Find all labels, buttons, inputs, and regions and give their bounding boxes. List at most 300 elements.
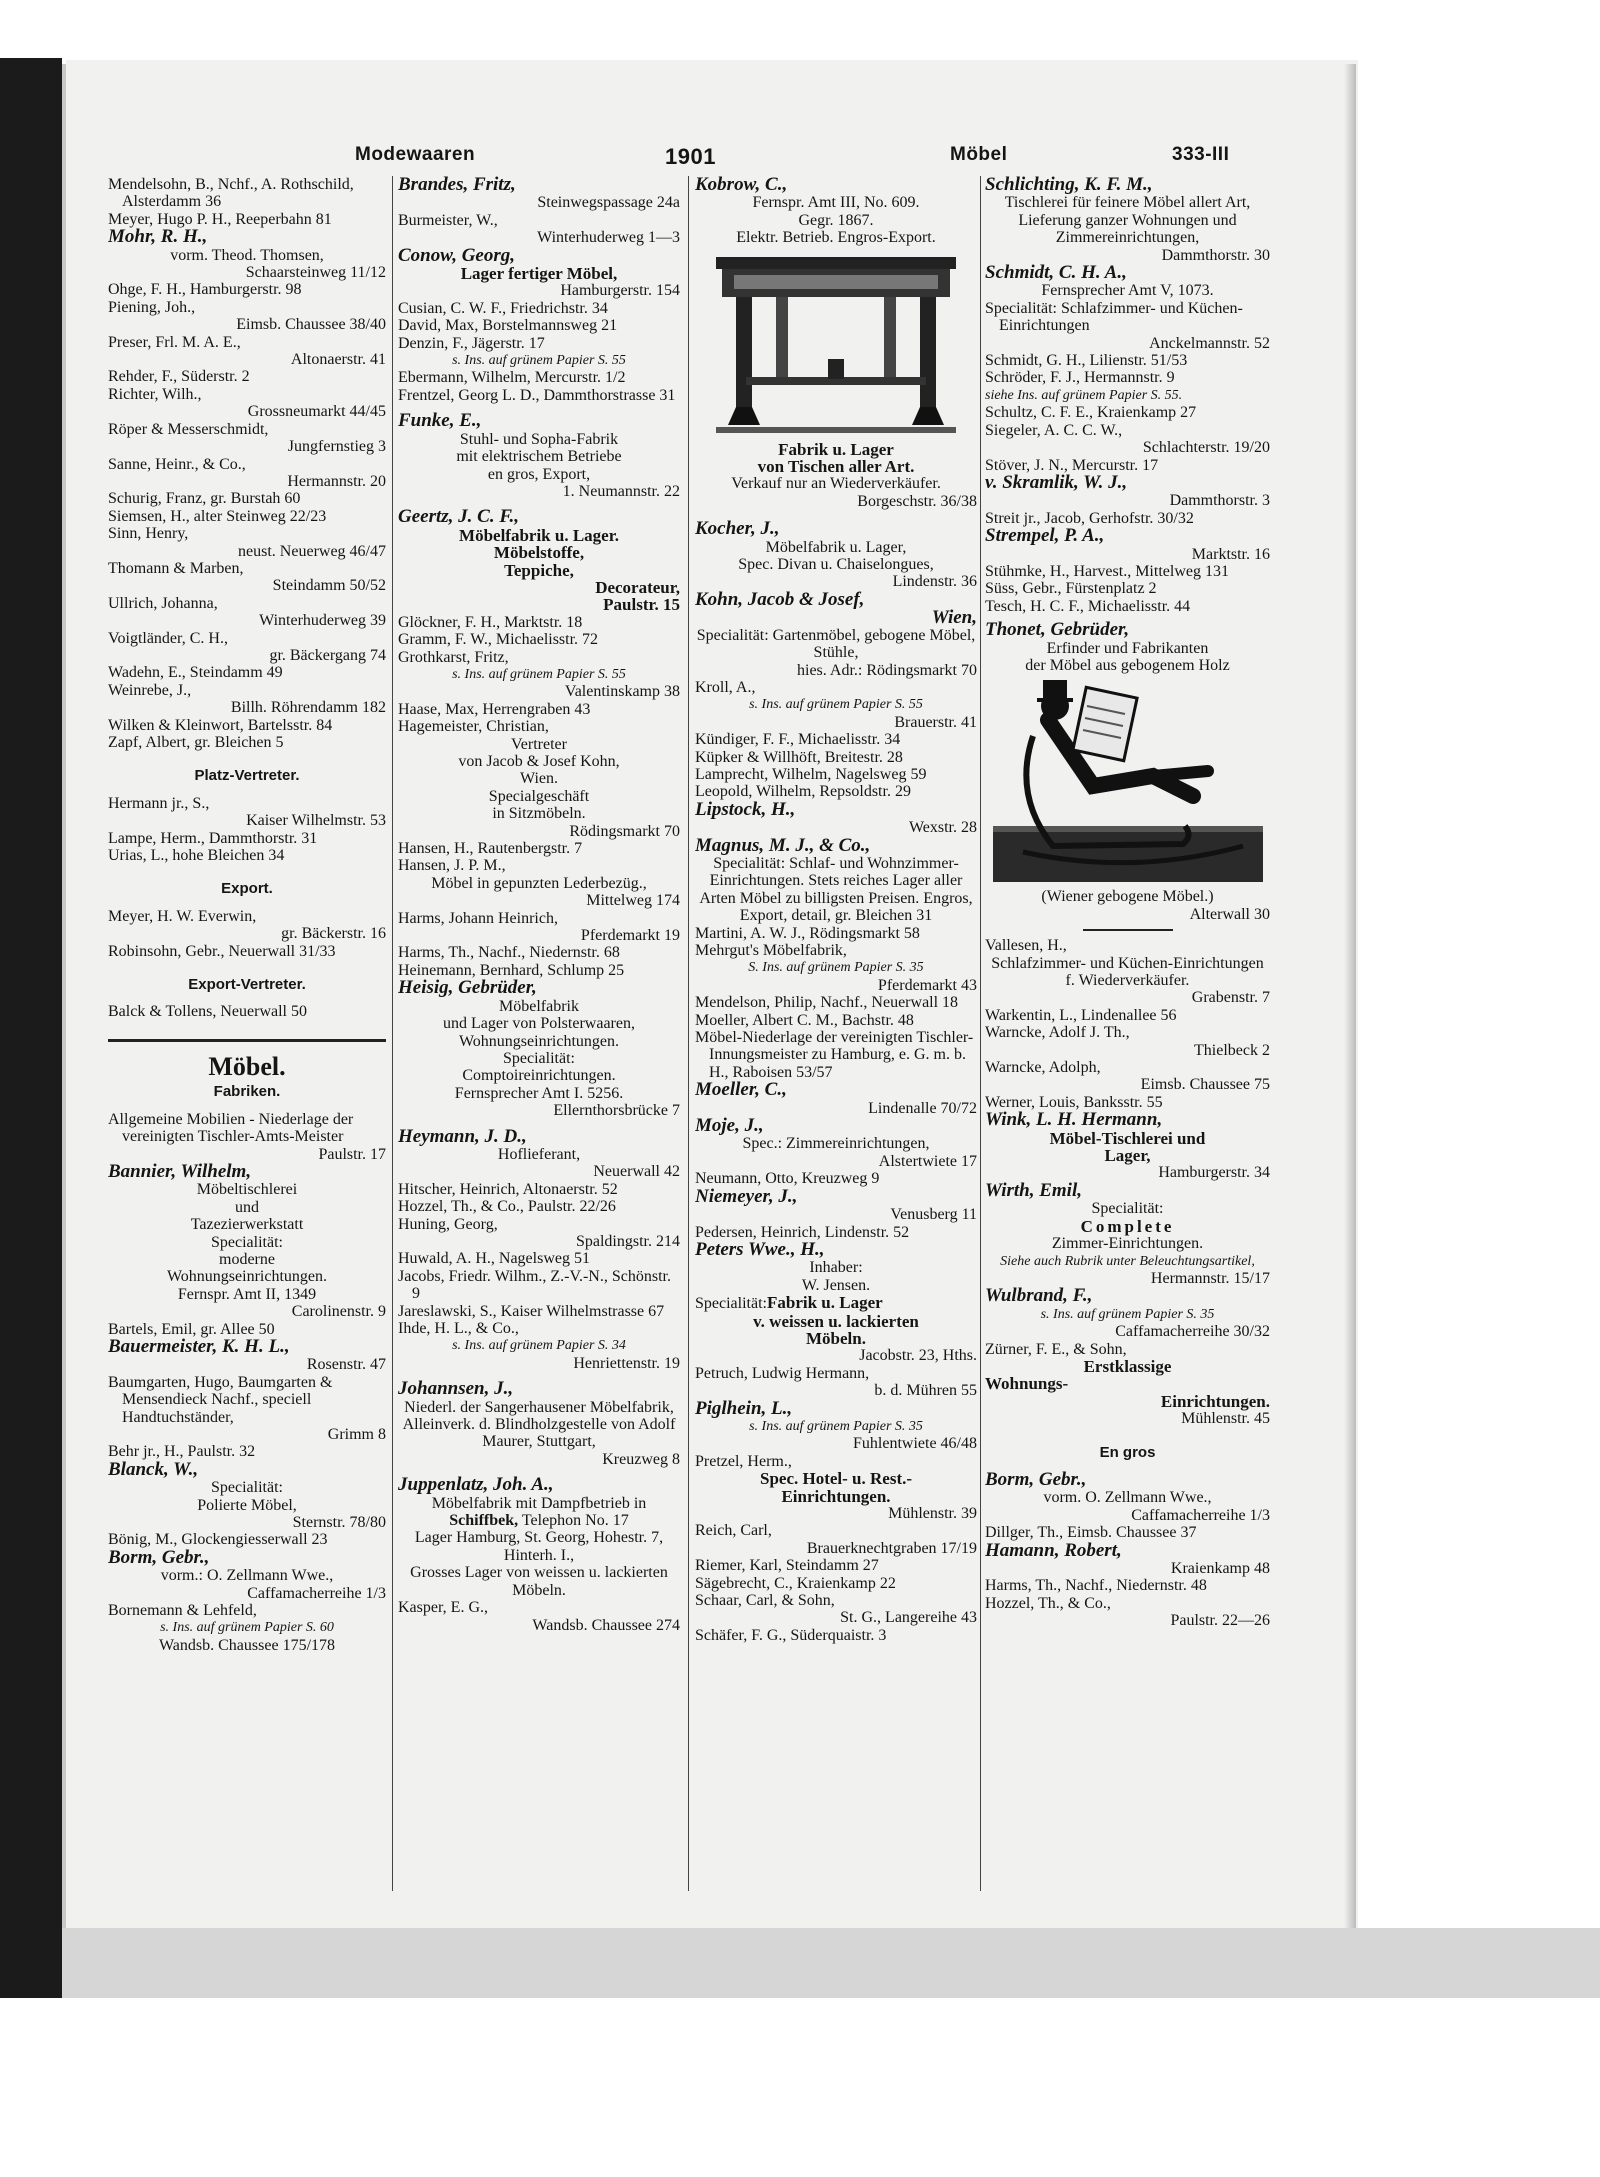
- list-item: [398, 176, 680, 194]
- entry-name: Schlichting, K. F. M.,: [985, 176, 1153, 195]
- entry-name: Kohn, Jacob & Josef,: [695, 588, 865, 610]
- entry-address: gr. Bäckergang 74: [269, 646, 386, 664]
- list-item: [108, 1458, 386, 1480]
- header-year: 1901: [665, 144, 716, 169]
- entry-name: Wulbrand, F.,: [985, 1285, 1093, 1307]
- list-item: Sägebrecht, C., Kraienkamp 22: [695, 1574, 896, 1592]
- insert-note: S. Ins. auf grünem Papier S. 35: [748, 960, 924, 976]
- list-item: [985, 527, 1270, 545]
- list-item: Dillger, Th., Eimsb. Chaussee 37: [985, 1524, 1197, 1542]
- list-item: Rehder, F., Süderstr. 2: [108, 368, 250, 386]
- entry-detail: und: [235, 1198, 259, 1216]
- entry-name: Funke, E.,: [398, 410, 482, 432]
- entry-detail: Polierte Möbel,: [197, 1496, 297, 1514]
- list-item: Balck & Tollens, Neuerwall 50: [108, 1003, 307, 1021]
- entry-detail: Möbelfabrik: [499, 997, 579, 1015]
- list-item: Hozzel, Th., & Co.,: [985, 1594, 1111, 1612]
- entry-detail: v. weissen u. lackierten: [753, 1311, 919, 1331]
- list-item: Pretzel, Herm.,: [695, 1452, 792, 1470]
- entry-detail-label: Specialität:: [695, 1295, 767, 1313]
- entry-detail: vorm. O. Zellmann Wwe.,: [1043, 1489, 1212, 1507]
- column-1: [108, 176, 386, 1891]
- list-item: [695, 1185, 977, 1207]
- list-item: Gramm, F. W., Michaelisstr. 72: [398, 631, 599, 649]
- entry-name: Johannsen, J.,: [398, 1378, 514, 1400]
- entry-detail: Vertreter: [511, 735, 567, 753]
- list-item: [108, 1335, 386, 1357]
- entry-name: Conow, Georg,: [398, 244, 516, 266]
- entry-name: Thonet, Gebrüder,: [985, 619, 1130, 641]
- entry-address: Lindenstr. 36: [892, 573, 977, 591]
- entry-name: Wink, L. H. Hermann,: [985, 1109, 1163, 1131]
- entry-detail: Specialgeschäft: [488, 787, 590, 805]
- rocking-chair-illustration: [993, 676, 1263, 886]
- category-title: Möbel.: [208, 1051, 286, 1081]
- list-item: Baumgarten, Hugo, Baumgarten & Mensendieck Nachf., speciell Handtuchständer,: [108, 1373, 333, 1426]
- list-item: Kündiger, F. F., Michaelisstr. 34: [695, 731, 901, 749]
- entry-address: b. d. Mühren 55: [874, 1382, 977, 1400]
- entry-address: Lindenalle 70/72: [868, 1099, 977, 1117]
- entry-detail: Siehe auch Rubrik unter Beleuchtungsartikel,: [1000, 1253, 1255, 1269]
- entry-divider: [1083, 929, 1173, 931]
- entry-address: Schaarsteinweg 11/12: [245, 264, 386, 282]
- insert-note: s. Ins. auf grünem Papier S. 55: [749, 697, 923, 713]
- entry-detail-text: Möbelfabrik mit Dampfbetrieb in: [431, 1494, 647, 1512]
- entry-location: Schiffbek,: [449, 1512, 519, 1530]
- entry-detail: Spec.: Zimmereinrichtungen,: [742, 1135, 930, 1153]
- insert-note: s. Ins. auf grünem Papier S. 35: [1040, 1306, 1215, 1322]
- entry-address: Winterhuderweg 1—3: [537, 229, 680, 247]
- entry-name: Bauermeister, K. H. L.,: [108, 1335, 290, 1357]
- list-item: Ihde, H. L., & Co.,: [398, 1320, 519, 1337]
- list-item: Lampe, Herm., Dammthorstr. 31: [108, 829, 318, 847]
- entry-detail: [398, 1495, 680, 1530]
- list-item: [398, 1125, 680, 1147]
- entry-detail: Specialität: Schlaf- und Wohnzimmer-Einrichtungen. Stets reiches Lager aller Arten Möbel zu billigsten Preisen. Engros, Export, detail, gr. Bleichen 31: [699, 854, 973, 925]
- list-item: Warncke, Adolph,: [985, 1059, 1101, 1077]
- list-item: [695, 176, 977, 194]
- entry-detail: Wohnungseinrichtungen.: [458, 1032, 619, 1050]
- entry-address: Grabenstr. 7: [1191, 989, 1270, 1007]
- list-item: Werner, Louis, Banksstr. 55: [985, 1093, 1163, 1111]
- entry-address: gr. Bäckerstr. 16: [281, 925, 386, 943]
- section-heading: En gros: [1099, 1443, 1156, 1461]
- entry-detail: und Lager von Polsterwaaren,: [443, 1015, 635, 1033]
- list-item: Hagemeister, Christian,: [398, 718, 549, 736]
- entry-address: Mühlenstr. 39: [888, 1505, 977, 1522]
- entry-detail: Fernsprecher Amt V, 1073.: [1041, 282, 1214, 300]
- list-item: Mehrgut's Möbelfabrik,: [695, 942, 847, 959]
- insert-note: siehe Ins. auf grünem Papier S. 55.: [985, 387, 1183, 403]
- list-item: [985, 1539, 1270, 1561]
- entry-detail: Specialität: Schlafzimmer- und Küchen-Einrichtungen: [985, 299, 1243, 335]
- column-4: [985, 176, 1270, 1891]
- list-item: Süss, Gebr., Fürstenplatz 2: [985, 580, 1157, 598]
- entry-address: Schlachterstr. 19/20: [1142, 439, 1270, 457]
- entry-detail: [695, 1294, 977, 1312]
- list-item: Warkentin, L., Lindenallee 56: [985, 1006, 1177, 1024]
- entry-address: Neuerwall 42: [593, 1163, 680, 1181]
- entry-address: neust. Neuerweg 46/47: [238, 542, 386, 560]
- list-item: Huwald, A. H., Nagelsweg 51: [398, 1250, 590, 1268]
- list-item: Ebermann, Wilhelm, Mercurstr. 1/2: [398, 369, 626, 387]
- entry-detail: vorm.: O. Zellmann Wwe.,: [160, 1567, 334, 1585]
- entry-detail: Einrichtungen.: [781, 1486, 891, 1506]
- entry-address: Grimm 8: [327, 1426, 386, 1443]
- entry-detail: Möbelstoffe,: [493, 543, 585, 563]
- list-item: Bartels, Emil, gr. Allee 50: [108, 1320, 275, 1338]
- list-item: Denzin, F., Jägerstr. 17: [398, 334, 545, 352]
- list-item: Weinrebe, J.,: [108, 681, 192, 699]
- list-item: Meyer, H. W. Everwin,: [108, 907, 257, 925]
- entry-detail: Tischlerei für feinere Möbel allert Art, Lieferung ganzer Wohnungen und Zimmereinrichtungen,: [1004, 194, 1251, 247]
- list-item: [985, 1179, 1270, 1201]
- entry-detail: Wohnungseinrichtungen.: [166, 1268, 327, 1286]
- entry-detail: Möbel-Tischlerei und: [1049, 1128, 1206, 1148]
- list-item: Siemsen, H., alter Steinweg 22/23: [108, 507, 327, 525]
- entry-address: Winterhuderweg 39: [259, 612, 386, 630]
- entry-detail: Zimmer-Einrichtungen.: [1051, 1235, 1204, 1253]
- entry-name: Lipstock, H.,: [695, 798, 796, 820]
- list-item: [695, 834, 977, 856]
- list-item: Pedersen, Heinrich, Lindenstr. 52: [695, 1223, 910, 1241]
- entry-name: Brandes, Fritz,: [398, 176, 516, 195]
- list-item: Ohge, F. H., Hamburgerstr. 98: [108, 281, 302, 299]
- list-item: Zürner, F. E., & Sohn,: [985, 1340, 1127, 1358]
- entry-address: Pferdemarkt 43: [877, 976, 977, 994]
- list-item: [398, 1476, 680, 1494]
- list-item: Meyer, Hugo P. H., Reeperbahn 81: [108, 210, 332, 228]
- entry-detail: Specialität: Gartenmöbel, gebogene Möbel, Stühle,: [696, 626, 976, 662]
- entry-address: Hamburgerstr. 154: [560, 282, 680, 300]
- entry-name: Geertz, J. C. F.,: [398, 506, 520, 528]
- entry-address: Paulstr. 22—26: [1170, 1612, 1270, 1630]
- list-item: Haase, Max, Herrengraben 43: [398, 700, 591, 718]
- list-item: Neumann, Otto, Kreuzweg 9: [695, 1170, 880, 1188]
- entry-address: Wexstr. 28: [908, 819, 977, 837]
- list-item: [398, 1380, 680, 1398]
- list-item: [985, 1287, 1270, 1305]
- entry-detail: Erstklassige: [1083, 1356, 1172, 1376]
- entry-detail: Wohnungs-: [985, 1374, 1069, 1394]
- entry-detail: Erfinder und Fabrikanten: [1046, 639, 1209, 657]
- list-item: [695, 1397, 977, 1419]
- list-item: [695, 798, 977, 820]
- list-item: Stühmke, H., Harvest., Mittelweg 131: [985, 562, 1229, 580]
- entry-address: Steindamm 50/52: [272, 577, 386, 595]
- entry-detail: Schlafzimmer- und Küchen-Einrichtungen f. Wiederverkäufer.: [991, 954, 1264, 989]
- entry-name: Kobrow, C.,: [695, 176, 788, 195]
- entry-name: Blanck, W.,: [108, 1458, 199, 1480]
- entry-address: Alstertwiete 17: [878, 1152, 977, 1170]
- list-item: Ullrich, Johanna,: [108, 594, 218, 612]
- entry-address: Brauerstr. 41: [894, 713, 977, 731]
- entry-detail: Grosses Lager von weissen u. lackierten Möbeln.: [410, 1564, 668, 1599]
- list-item: Martini, A. W. J., Rödingsmarkt 58: [695, 924, 920, 942]
- entry-detail: Specialität:: [1091, 1200, 1164, 1218]
- section-heading: Export.: [221, 880, 273, 898]
- entry-detail: Specialität:: [211, 1233, 283, 1251]
- entry-address: Billh. Röhrendamm 182: [230, 699, 386, 717]
- entry-detail: Möbeln.: [806, 1328, 866, 1348]
- list-item: Huning, Georg,: [398, 1215, 498, 1233]
- entry-detail: Fernspr. Amt II, 1349: [177, 1285, 317, 1303]
- entry-detail: der Möbel aus gebogenem Holz: [1025, 656, 1230, 674]
- entry-address: Steinwegspassage 24a: [537, 194, 680, 212]
- entry-address: Rosenstr. 47: [306, 1356, 386, 1374]
- header-section: Möbel: [950, 144, 1008, 165]
- entry-name: Moje, J.,: [695, 1115, 764, 1137]
- list-item: Voigtländer, C. H.,: [108, 629, 228, 647]
- entry-name: Kocher, J.,: [695, 518, 780, 540]
- entry-detail: Fabrik u. Lager: [778, 439, 894, 459]
- list-item: Robinsohn, Gebr., Neuerwall 31/33: [108, 942, 336, 960]
- list-item: [985, 621, 1270, 639]
- list-item: Sinn, Henry,: [108, 525, 189, 543]
- list-item: Harms, Th., Nachf., Niedernstr. 48: [985, 1577, 1207, 1595]
- entry-address: Pferdemarkt 19: [580, 927, 680, 945]
- entry-address: Altonaerstr. 41: [290, 351, 386, 369]
- entry-address: Ellernthorsbrücke 7: [553, 1102, 680, 1120]
- entry-detail: Comptoireinrichtungen.: [462, 1067, 616, 1085]
- entry-detail: Fernspr. Amt III, No. 609.: [752, 194, 920, 212]
- entry-detail: Hoflieferant,: [497, 1145, 581, 1163]
- list-item: Hitscher, Heinrich, Altonaerstr. 52: [398, 1180, 618, 1198]
- list-item: Preser, Frl. M. A. E.,: [108, 333, 241, 351]
- column-rule: [980, 176, 981, 1891]
- entry-city: Wien,: [931, 607, 977, 629]
- entry-name: Magnus, M. J., & Co.,: [695, 834, 871, 856]
- list-item: Schurig, Franz, gr. Burstah 60: [108, 490, 301, 508]
- list-item: [695, 520, 977, 538]
- list-item: Bönig, M., Glockengiesserwall 23: [108, 1531, 328, 1549]
- column-3: [695, 176, 977, 1891]
- list-item: Richter, Wilh.,: [108, 385, 202, 403]
- list-item: [695, 1081, 977, 1099]
- list-item: Zapf, Albert, gr. Bleichen 5: [108, 734, 284, 751]
- list-item: Sanne, Heinr., & Co.,: [108, 455, 246, 473]
- entry-detail: Wien.: [519, 770, 558, 788]
- list-item: Glöckner, F. H., Marktstr. 18: [398, 613, 583, 631]
- list-item: Vallesen, H.,: [985, 937, 1067, 955]
- entry-address: Brauerknechtgraben 17/19: [806, 1539, 977, 1557]
- list-item: [985, 1468, 1270, 1490]
- insert-note: s. Ins. auf grünem Papier S. 60: [160, 1620, 334, 1636]
- page-header: [105, 144, 1305, 170]
- entry-address: Wandsb. Chaussee 175/178: [158, 1636, 336, 1654]
- entry-address: Alterwall 30: [1189, 905, 1270, 923]
- entry-name: Juppenlatz, Joh. A.,: [398, 1474, 554, 1496]
- entry-name: Moeller, C.,: [695, 1079, 787, 1101]
- scan-bottom-edge: [62, 1928, 1600, 1998]
- list-item: Urias, L., hohe Bleichen 34: [108, 847, 285, 865]
- entry-detail: von Jacob & Josef Kohn,: [458, 753, 620, 770]
- list-item: Harms, Th., Nachf., Niedernstr. 68: [398, 944, 620, 962]
- entry-address: Paulstr. 17: [318, 1145, 386, 1163]
- list-item: Jareslawski, S., Kaiser Wilhelmstrasse 67: [398, 1302, 665, 1320]
- list-item: Streit jr., Jacob, Gerhofstr. 30/32: [985, 509, 1194, 527]
- entry-detail: Stuhl- und Sopha-Fabrik: [459, 430, 619, 448]
- section-divider: [108, 1039, 386, 1042]
- list-item: Hozzel, Th., & Co., Paulstr. 22/26: [398, 1198, 616, 1216]
- entry-address: Hermannstr. 15/17: [1150, 1269, 1270, 1287]
- entry-detail: Möbel in gepunzten Lederbezüg.,: [431, 874, 647, 892]
- list-item: Schaar, Carl, & Sohn,: [695, 1592, 835, 1610]
- insert-note: s. Ins. auf grünem Papier S. 55: [452, 353, 626, 369]
- list-item: Moeller, Albert C. M., Bachstr. 48: [695, 1011, 914, 1029]
- entry-address: Jacobstr. 23, Hths.: [859, 1347, 977, 1365]
- list-item: Grothkarst, Fritz,: [398, 648, 509, 666]
- scan-top-margin: [0, 0, 1600, 58]
- scan-bottom-margin: [0, 1998, 1600, 2177]
- entry-detail: Fernsprecher Amt I. 5256.: [454, 1084, 624, 1102]
- entry-name: Piglhein, L.,: [695, 1397, 793, 1419]
- entry-name: Wirth, Emil,: [985, 1179, 1082, 1201]
- list-item: [985, 264, 1270, 282]
- section-heading: Fabriken.: [213, 1083, 281, 1101]
- entry-detail: Gegr. 1867.: [798, 211, 874, 229]
- column-rule: [688, 176, 689, 1891]
- list-item: Hansen, J. P. M.,: [398, 857, 506, 875]
- list-item: Tesch, H. C. F., Michaelisstr. 44: [985, 597, 1191, 615]
- entry-address: Paulstr. 15: [603, 595, 680, 615]
- section-heading: Export-Vertreter.: [188, 976, 306, 994]
- scan-left-border: [0, 58, 62, 1998]
- entry-name: Mohr, R. H.,: [108, 226, 208, 248]
- entry-phone: Telephon No. 17: [521, 1512, 629, 1530]
- entry-address: Carolinenstr. 9: [291, 1303, 386, 1321]
- list-item: Leopold, Wilhelm, Repsoldstr. 29: [695, 783, 911, 801]
- list-item: Behr jr., H., Paulstr. 32: [108, 1443, 256, 1461]
- list-item: Cusian, C. W. F., Friedrichstr. 34: [398, 299, 608, 317]
- entry-address: Rödingsmarkt 70: [569, 822, 680, 840]
- entry-address: Kreuzweg 8: [602, 1450, 680, 1468]
- entry-detail: Specialität:: [503, 1049, 575, 1067]
- entry-address: Grossneumarkt 44/45: [247, 403, 386, 421]
- list-item: Harms, Johann Heinrich,: [398, 909, 558, 927]
- entry-detail: Möbelfabrik u. Lager,: [765, 538, 907, 556]
- table-illustration: [706, 249, 966, 439]
- list-item: Thomann & Marben,: [108, 559, 244, 577]
- entry-detail: Elektr. Betrieb. Engros-Export.: [736, 229, 936, 247]
- entry-address: Henriettenstr. 19: [573, 1354, 680, 1372]
- insert-note: s. Ins. auf grünem Papier S. 34: [452, 1338, 626, 1354]
- entry-address: Marktstr. 16: [1191, 545, 1270, 563]
- entry-address: Borgeschstr. 36/38: [857, 492, 977, 510]
- entry-detail: mit elektrischem Betriebe: [456, 448, 622, 466]
- list-item: Allgemeine Mobilien - Niederlage der vereinigten Tischler-Amts-Meister: [108, 1110, 354, 1146]
- entry-address: Hermannstr. 20: [287, 472, 386, 490]
- entry-address: Mühlenstr. 45: [1181, 1410, 1270, 1428]
- entry-address: Eimsb. Chaussee 38/40: [236, 316, 386, 334]
- entry-address: St. G., Langereihe 43: [840, 1609, 977, 1627]
- entry-address: Eimsb. Chaussee 75: [1140, 1076, 1270, 1094]
- entry-detail: Spec. Hotel- u. Rest.-: [759, 1469, 913, 1489]
- list-item: Kroll, A.,: [695, 678, 756, 696]
- list-item: Warncke, Adolf J. Th.,: [985, 1024, 1130, 1042]
- entry-name: Bannier, Wilhelm,: [108, 1160, 252, 1182]
- list-item: Burmeister, W.,: [398, 211, 498, 229]
- list-item: Schmidt, G. H., Lilienstr. 51/53: [985, 352, 1188, 370]
- list-item: Mendelson, Philip, Nachf., Neuerwall 18: [695, 994, 959, 1012]
- insert-note: s. Ins. auf grünem Papier S. 35: [749, 1418, 923, 1434]
- list-item: [695, 1117, 977, 1135]
- list-item: Bornemann & Lehfeld,: [108, 1602, 257, 1620]
- entry-detail: Decorateur,: [595, 577, 680, 597]
- list-item: [985, 471, 1270, 493]
- list-item: Piening, Joh.,: [108, 298, 196, 316]
- list-item: [398, 244, 680, 266]
- entry-name: Hamann, Robert,: [985, 1539, 1122, 1561]
- list-item: Küpker & Willhöft, Breitestr. 28: [695, 748, 903, 766]
- entry-address: Dammthorstr. 3: [1169, 492, 1270, 510]
- entry-detail: W. Jensen.: [801, 1276, 871, 1294]
- column-rule: [392, 176, 393, 1891]
- list-item: Schröder, F. J., Hermannstr. 9: [985, 369, 1175, 387]
- entry-detail: en gros, Export,: [487, 465, 591, 483]
- entry-detail: (Wiener gebogene Möbel.): [1041, 888, 1214, 906]
- list-item: Röper & Messerschmidt,: [108, 420, 269, 438]
- entry-detail: vorm. Theod. Thomsen,: [170, 246, 324, 264]
- entry-detail: Verkauf nur an Wiederverkäufer.: [731, 475, 941, 493]
- entry-name: v. Skramlik, W. J.,: [985, 471, 1128, 493]
- list-item: Schultz, C. F. E., Kraienkamp 27: [985, 404, 1197, 422]
- entry-address: Valentinskamp 38: [564, 683, 680, 701]
- list-item: Wadehn, E., Steindamm 49: [108, 664, 283, 682]
- entry-address: Jungfernstieg 3: [287, 438, 386, 456]
- entry-address: Wandsb. Chaussee 274: [532, 1616, 680, 1634]
- entry-detail: in Sitzmöbeln.: [492, 805, 586, 823]
- entry-detail-bold: Fabrik u. Lager: [766, 1293, 883, 1313]
- entry-detail: Specialität:: [211, 1479, 283, 1497]
- entry-detail: Tazezierwerkstatt: [190, 1216, 304, 1234]
- list-item: Hermann jr., S.,: [108, 794, 210, 812]
- entry-name: Heisig, Gebrüder,: [398, 977, 537, 999]
- list-item: [985, 176, 1270, 194]
- entry-name: Borm, Gebr.,: [108, 1546, 210, 1568]
- list-item: Frentzel, Georg L. D., Dammthorstrasse 31: [398, 386, 676, 404]
- entry-address: Spaldingstr. 214: [575, 1232, 680, 1250]
- list-item: Wilken & Kleinwort, Bartelsstr. 84: [108, 716, 333, 734]
- list-item: Hansen, H., Rautenbergstr. 7: [398, 840, 583, 858]
- entry-address: Caffamacherreihe 1/3: [1131, 1506, 1270, 1524]
- entry-address: Mittelweg 174: [586, 892, 680, 910]
- list-item: Lamprecht, Wilhelm, Nagelsweg 59: [695, 765, 927, 783]
- list-item: [108, 1160, 386, 1182]
- entry-detail: Möbeltischlerei: [196, 1181, 298, 1199]
- entry-detail: Möbelfabrik u. Lager.: [459, 525, 619, 545]
- entry-name: Peters Wwe., H.,: [695, 1238, 825, 1260]
- list-item: Mendelsohn, B., Nchf., A. Rothschild, Alsterdamm 36: [108, 176, 354, 211]
- entry-name: Borm, Gebr.,: [985, 1468, 1087, 1490]
- list-item: Petruch, Ludwig Hermann,: [695, 1364, 870, 1382]
- entry-detail: Inhaber:: [809, 1259, 863, 1277]
- entry-name: Heymann, J. D.,: [398, 1125, 527, 1147]
- list-item: Kasper, E. G.,: [398, 1599, 488, 1617]
- list-item: Möbel-Niederlage der vereinigten Tischler-Innungsmeister zu Hamburg, e. G. m. b. H., Raboisen 53/57: [695, 1029, 974, 1081]
- column-2: [398, 176, 680, 1891]
- entry-detail: Teppiche,: [504, 560, 574, 580]
- list-item: [398, 979, 680, 997]
- list-item: Jacobs, Friedr. Wilhm., Z.-V.-N., Schönstr. 9: [398, 1267, 671, 1303]
- entry-address: 1. Neumannstr. 22: [562, 482, 680, 500]
- list-item: Reich, Carl,: [695, 1522, 772, 1540]
- entry-detail: Spec. Divan u. Chaiselongues,: [738, 556, 934, 574]
- list-item: [108, 228, 386, 246]
- list-item: [695, 1238, 977, 1260]
- entry-address: Anckelmannstr. 52: [1149, 334, 1270, 352]
- entry-address: Kaiser Wilhelmstr. 53: [246, 812, 386, 830]
